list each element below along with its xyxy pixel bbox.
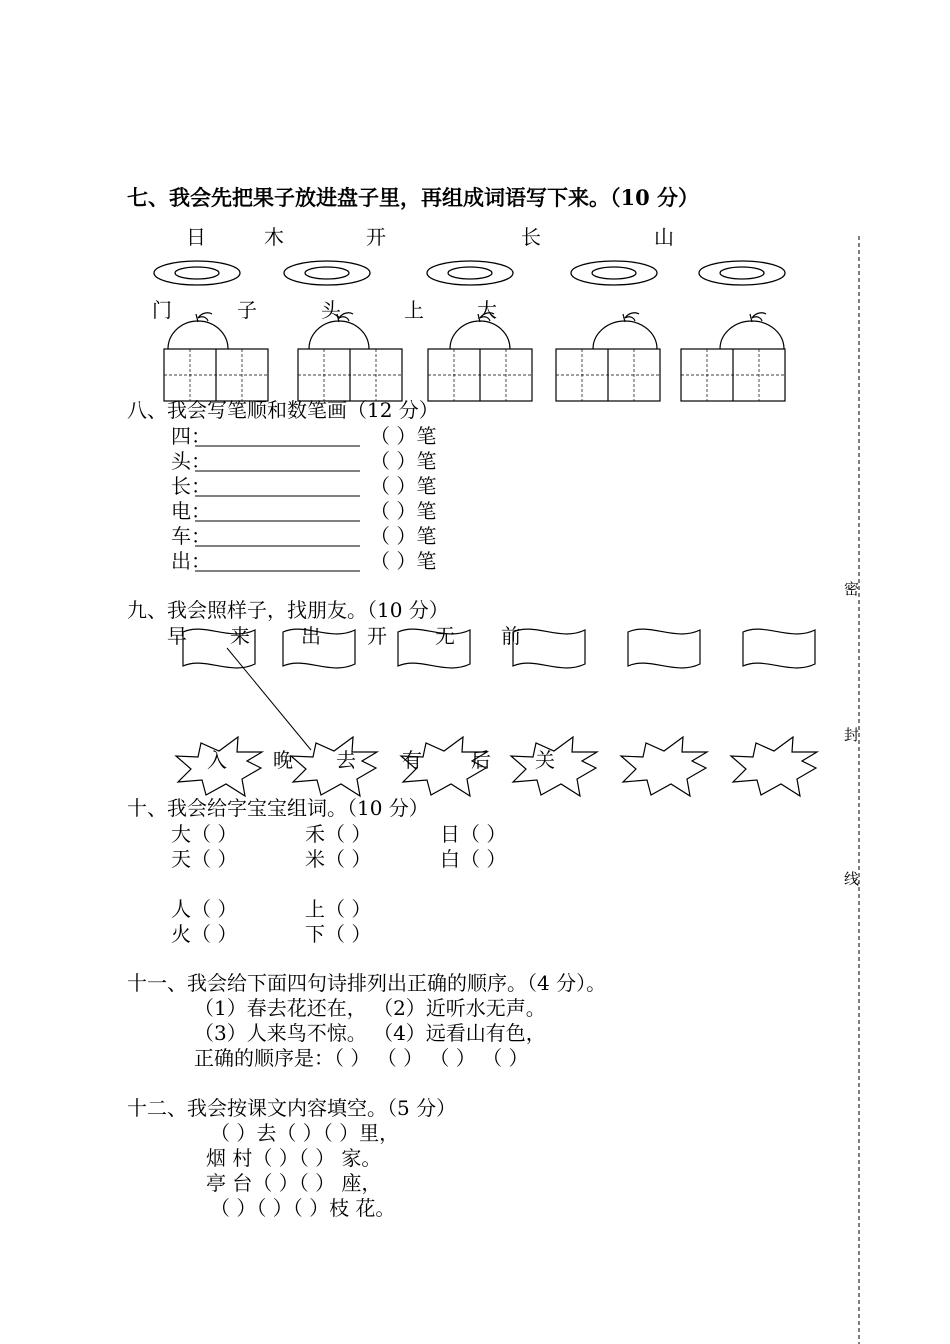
plate-icon bbox=[427, 261, 513, 285]
flag-icon bbox=[513, 629, 585, 668]
writing-grid[interactable] bbox=[428, 349, 532, 401]
seal-label-xian: 线 bbox=[844, 870, 860, 888]
q10-item[interactable]: 人（ ） bbox=[171, 897, 238, 921]
flag-char: 早 bbox=[167, 624, 187, 648]
star-icon bbox=[291, 737, 377, 796]
q12-title: 十二、我会按课文内容填空。（5 分） bbox=[127, 1096, 457, 1120]
q12-line[interactable]: （ ）（ ）（ ）枝 花。 bbox=[210, 1196, 396, 1220]
q10-item[interactable]: 白（ ） bbox=[440, 847, 507, 871]
q10-item[interactable]: 火（ ） bbox=[171, 922, 238, 946]
q12-line[interactable]: 亭 台（ ）（ ） 座， bbox=[206, 1171, 382, 1195]
plate-icon bbox=[571, 261, 657, 285]
q8-count[interactable]: （ ）笔 bbox=[370, 449, 437, 473]
flag-icon bbox=[628, 629, 700, 668]
plate-icon bbox=[699, 261, 785, 285]
q10-item[interactable]: 下（ ） bbox=[305, 922, 372, 946]
star-char: 有 bbox=[402, 748, 422, 772]
q10-item[interactable]: 米（ ） bbox=[305, 847, 372, 871]
flag-char: 开 bbox=[367, 624, 387, 648]
q8-count[interactable]: （ ）笔 bbox=[370, 549, 437, 573]
star-char: 后 bbox=[471, 748, 491, 772]
writing-grid[interactable] bbox=[164, 349, 268, 401]
q10-item[interactable]: 禾（ ） bbox=[305, 822, 372, 846]
flag-char: 无 bbox=[435, 624, 455, 648]
q8-char: 出： bbox=[171, 549, 211, 573]
flag-char: 前 bbox=[501, 624, 521, 648]
q8-count[interactable]: （ ）笔 bbox=[370, 499, 437, 523]
star-icon bbox=[731, 737, 817, 796]
q8-char: 车： bbox=[171, 524, 211, 548]
fruit-char: 头 bbox=[321, 298, 341, 322]
flag-icon bbox=[398, 629, 470, 668]
q10-title: 十、我会给字宝宝组词。（10 分） bbox=[127, 796, 429, 820]
flag-icon bbox=[743, 629, 815, 668]
plate-icons bbox=[154, 261, 785, 285]
q7-char: 木 bbox=[264, 225, 284, 249]
q11-line: （3）人来鸟不惊。 （4）远看山有色， bbox=[194, 1021, 546, 1045]
q8-count[interactable]: （ ）笔 bbox=[370, 524, 437, 548]
q7-char: 长 bbox=[521, 225, 541, 249]
q7-char: 日 bbox=[186, 225, 206, 249]
writing-grid[interactable] bbox=[298, 349, 402, 401]
q12-line[interactable]: （ ）去（ ）（ ）里， bbox=[210, 1121, 400, 1145]
q8-char: 电： bbox=[171, 499, 211, 523]
star-char: 去 bbox=[336, 748, 356, 772]
q11-answer-line[interactable]: 正确的顺序是：（ ） （ ） （ ） （ ） bbox=[194, 1046, 529, 1070]
seal-label-feng: 封 bbox=[844, 726, 860, 744]
q8-count[interactable]: （ ）笔 bbox=[370, 424, 437, 448]
q8-char: 头： bbox=[171, 449, 211, 473]
fruit-icon bbox=[593, 313, 657, 349]
seal-label-mi: 密 bbox=[844, 580, 860, 598]
stroke-order-blanks bbox=[195, 446, 360, 571]
q10-item[interactable]: 大（ ） bbox=[171, 822, 238, 846]
star-char: 入 bbox=[207, 748, 227, 772]
fruit-char: 门 bbox=[152, 298, 172, 322]
star-icon bbox=[621, 737, 707, 796]
fruit-char: 大 bbox=[477, 298, 497, 322]
plate-icon bbox=[154, 261, 240, 285]
fruit-char: 上 bbox=[404, 298, 424, 322]
q10-item[interactable]: 天（ ） bbox=[171, 847, 238, 871]
q10-item[interactable]: 日（ ） bbox=[440, 822, 507, 846]
q12-line[interactable]: 烟 村（ ）（ ） 家。 bbox=[206, 1146, 382, 1170]
q8-char: 四： bbox=[171, 424, 211, 448]
writing-grid[interactable] bbox=[556, 349, 660, 401]
q7-char: 山 bbox=[654, 225, 674, 249]
flag-char: 出 bbox=[301, 624, 321, 648]
q8-char: 长： bbox=[171, 474, 211, 498]
plate-icon bbox=[284, 261, 370, 285]
q10-item[interactable]: 上（ ） bbox=[305, 897, 372, 921]
fruit-char: 子 bbox=[237, 298, 257, 322]
star-char: 关 bbox=[535, 748, 555, 772]
q9-title: 九、我会照样子，找朋友。（10 分） bbox=[127, 598, 449, 622]
q7-char: 开 bbox=[366, 225, 386, 249]
q8-count[interactable]: （ ）笔 bbox=[370, 474, 437, 498]
q11-line: （1）春去花还在， （2）近听水无声。 bbox=[194, 996, 546, 1020]
flag-char: 来 bbox=[230, 624, 250, 648]
q8-title: 八、我会写笔顺和数笔画（12 分） bbox=[127, 398, 439, 422]
q11-title: 十一、我会给下面四句诗排列出正确的顺序。（4 分）。 bbox=[127, 971, 607, 995]
fruit-icon bbox=[720, 313, 784, 349]
fruit-icon bbox=[168, 313, 228, 349]
q7-title: 七、我会先把果子放进盘子里，再组成词语写下来。（10 分） bbox=[127, 185, 700, 210]
star-char: 晚 bbox=[273, 748, 293, 772]
writing-grid[interactable] bbox=[681, 349, 785, 401]
